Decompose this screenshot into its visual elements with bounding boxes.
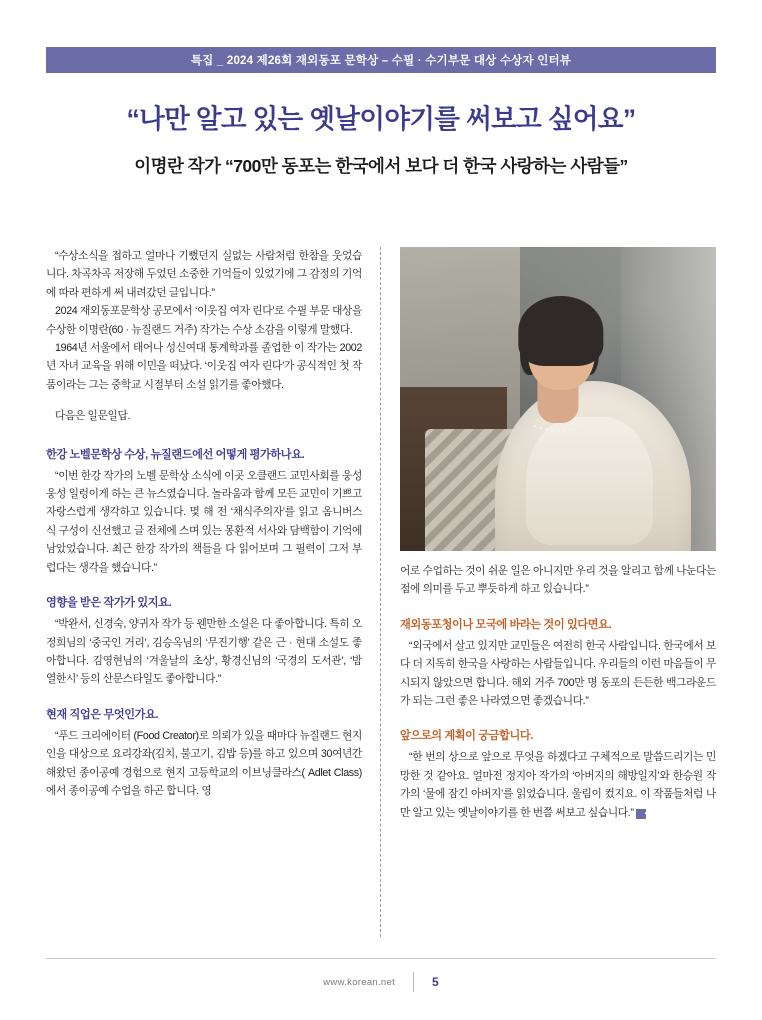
- footer-url: www.korean.net: [323, 976, 396, 988]
- question-heading: 현재 직업은 무엇인가요.: [46, 708, 159, 721]
- interview-photo: [400, 247, 716, 551]
- banner-title: 특집 _ 2024 제26회 재외동포 문학상 – 수필 · 수기부문 대상 수상자 인터뷰: [190, 55, 572, 67]
- answer-paragraph: “박완서, 신경숙, 양귀자 작가 등 웬만한 소설은 다 좋아합니다. 특히 오정희님의 ‘중국인 거리’, 김승옥님의 ‘무진기행’ 같은 근 · 현대 소설도 좋아합니다. 김영현님의 ‘겨울날의 초상’, 황경신님의 ‘국경의 도서관’, ‘밤 열한시’ 등의 산문스타일도 좋아합니다.”: [46, 618, 362, 686]
- answer-paragraph: [400, 748, 716, 822]
- section-banner: [46, 47, 716, 73]
- question-heading: 한강 노벨문학상 수상, 뉴질랜드에선 어떻게 평가하나요.: [46, 448, 305, 461]
- footer-separator: [413, 972, 414, 992]
- paragraph: 다음은 일문일답.: [55, 410, 131, 423]
- headline-block: [40, 103, 722, 178]
- paragraph: 2024 재외동포문학상 공모에서 ‘이웃집 여자 린다’로 수필 부문 대상을 수상한 이명란(60 · 뉴질랜드 거주) 작가는 수상 소감을 이렇게 말했다.: [46, 305, 362, 336]
- paragraph: “수상소식을 접하고 얼마나 기뻤던지 실없는 사람처럼 한참을 웃었습니다. 차곡차곡 저장해 두었던 소중한 기억들이 있었기에 그 감정의 기억에 따라 편하게 써 내려갔던 글입니다.”: [46, 250, 362, 299]
- question-heading: 재외동포청이나 모국에 바라는 것이 있다면요.: [400, 618, 612, 631]
- article-body: [46, 247, 716, 937]
- page-subtitle: 이명란 작가 “700만 동포는 한국에서 보다 더 한국 사랑하는 사람들”: [134, 155, 628, 176]
- page-title: “나만 알고 있는 옛날이야기를 써보고 싶어요”: [126, 104, 636, 134]
- paragraph: 1964년 서울에서 태어나 성신여대 통계학과를 졸업한 이 작가는 2002년 자녀 교육을 위해 이민을 떠났다. ‘이웃집 여자 린다’가 공식적인 첫 작품이라는 그는 중학교 시절부터 소설 읽기를 좋아했다.: [46, 342, 362, 391]
- footer-divider: [46, 958, 716, 959]
- right-column: [400, 247, 716, 937]
- column-divider: [380, 247, 381, 937]
- photo-hair: [519, 296, 604, 366]
- photo-spacer: [400, 551, 716, 562]
- answer-paragraph: “이번 한강 작가의 노벨 문학상 소식에 이곳 오클랜드 교민사회를 웅성웅성 일렁이게 하는 큰 뉴스였습니다. 놀라움과 함께 모든 교민이 기쁘고 자랑스럽게 생각하고 있습니다. 몇 해 전 ‘채식주의자’를 읽고 옴니버스식 구성이 신선했고 글 전체에 스며 있는 몽환적 서사와 담백함이 기억에 남았었습니다. 최근 한강 작가의 책들을 다 읽어보며 그 필력이 그저 부럽다는 생각을 했습니다.”: [46, 469, 362, 574]
- page-number: 5: [432, 975, 439, 989]
- answer-text: “한 번의 상으로 앞으로 무엇을 하겠다고 구체적으로 말씀드리기는 민망한 것 같아요. 얼마전 정지아 작가의 ‘아버지의 해방일지’와 한승원 작가의 ‘물에 잠긴 아버지’를 읽었습니다. 울림이 컸지요. 이 작품들처럼 나만 알고 있는 옛날이야기를 한 번쯤 써보고 싶습니다.”: [400, 751, 716, 819]
- photo-pearl-necklace: [531, 411, 585, 432]
- answer-paragraph: “푸드 크리에이터 (Food Creator)로 의뢰가 있을 때마다 뉴질랜드 현지인을 대상으로 요리강좌(김치, 불고기, 김밥 등)를 하고 있으며 30여년간 해왔던 종이공예 경험으로 현지 고등학교의 이브닝클라스( Adlet Class)에서 종이공예 수업을 하곤 합니다. 영: [46, 729, 362, 797]
- left-column: [46, 247, 362, 937]
- paragraph: 어로 수업하는 것이 쉬운 일은 아니지만 우리 것을 알리고 함께 나눈다는 점에 의미를 두고 뿌듯하게 하고 있습니다.”: [400, 565, 716, 596]
- photo-scarf: [526, 417, 652, 545]
- question-heading: 영향을 받은 작가가 있지요.: [46, 597, 172, 610]
- question-heading: 앞으로의 계획이 궁금합니다.: [400, 730, 534, 743]
- end-mark-icon: ♣: [636, 809, 646, 819]
- page-footer: [46, 972, 716, 992]
- answer-paragraph: “외국에서 살고 있지만 교민들은 여전히 한국 사람입니다. 한국에서 보다 더 지독히 한국을 사랑하는 사람들입니다. 우리들의 이런 마음들이 무시되지 않았으면 합니다. 해외 거주 700만 명 동포의 든든한 백그라운드가 되는 그런 좋은 나라였으면 좋겠습니다.”: [400, 639, 716, 708]
